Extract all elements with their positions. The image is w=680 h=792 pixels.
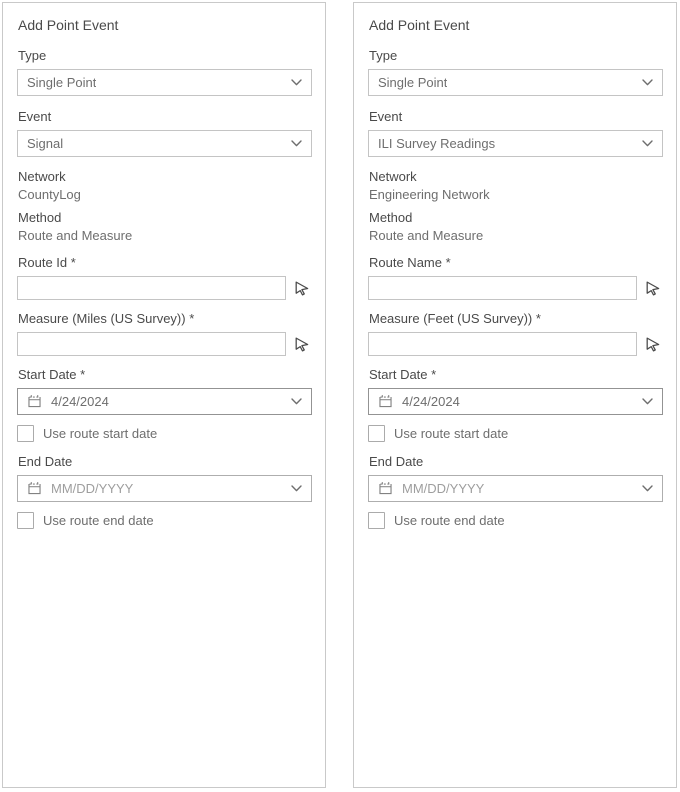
method-label: Method bbox=[18, 210, 62, 225]
use-route-start-date-label: Use route start date bbox=[394, 426, 509, 441]
end-date-picker[interactable] bbox=[368, 475, 663, 502]
network-value: Engineering Network bbox=[369, 187, 490, 202]
route-name-input[interactable] bbox=[368, 276, 637, 300]
add-point-event-panel-right bbox=[353, 2, 677, 788]
chevron-down-icon bbox=[291, 398, 302, 405]
use-route-start-date-row bbox=[17, 425, 312, 442]
pick-from-map-arrow-icon bbox=[293, 280, 310, 297]
type-select[interactable] bbox=[17, 69, 312, 96]
type-select[interactable] bbox=[368, 69, 663, 96]
route-name-row bbox=[368, 276, 663, 300]
pick-measure-from-map-button[interactable] bbox=[641, 332, 663, 356]
pick-from-map-arrow-icon bbox=[644, 280, 661, 297]
measure-row bbox=[17, 332, 312, 356]
chevron-down-icon bbox=[291, 79, 302, 86]
type-label: Type bbox=[18, 48, 47, 63]
add-point-event-panel-left bbox=[2, 2, 326, 788]
use-route-end-date-checkbox[interactable] bbox=[368, 512, 385, 529]
event-label: Event bbox=[369, 109, 403, 124]
use-route-end-date-label: Use route end date bbox=[43, 513, 154, 528]
event-select-value: ILI Survey Readings bbox=[378, 136, 496, 151]
event-select-value: Signal bbox=[27, 136, 64, 151]
calendar-icon bbox=[27, 394, 42, 409]
use-route-end-date-row bbox=[368, 512, 663, 529]
route-id-label: Route Id * bbox=[18, 255, 76, 270]
pick-from-map-arrow-icon bbox=[293, 336, 310, 353]
chevron-down-icon bbox=[291, 140, 302, 147]
start-date-picker[interactable] bbox=[368, 388, 663, 415]
pick-measure-from-map-button[interactable] bbox=[290, 332, 312, 356]
network-label: Network bbox=[18, 169, 66, 184]
measure-input[interactable] bbox=[368, 332, 637, 356]
measure-row bbox=[368, 332, 663, 356]
method-value: Route and Measure bbox=[18, 228, 133, 243]
chevron-down-icon bbox=[642, 140, 653, 147]
use-route-start-date-label: Use route start date bbox=[43, 426, 158, 441]
method-label: Method bbox=[369, 210, 413, 225]
use-route-end-date-checkbox[interactable] bbox=[17, 512, 34, 529]
start-date-label: Start Date * bbox=[18, 367, 86, 382]
end-date-placeholder: MM/DD/YYYY bbox=[51, 481, 134, 496]
pick-route-from-map-button[interactable] bbox=[641, 276, 663, 300]
use-route-end-date-label: Use route end date bbox=[394, 513, 505, 528]
chevron-down-icon bbox=[291, 485, 302, 492]
start-date-value: 4/24/2024 bbox=[51, 394, 109, 409]
event-select[interactable] bbox=[368, 130, 663, 157]
measure-label: Measure (Miles (US Survey)) * bbox=[18, 311, 195, 326]
end-date-placeholder: MM/DD/YYYY bbox=[402, 481, 485, 496]
pick-from-map-arrow-icon bbox=[644, 336, 661, 353]
end-date-label: End Date bbox=[369, 454, 424, 469]
route-id-row bbox=[17, 276, 312, 300]
end-date-picker[interactable] bbox=[17, 475, 312, 502]
calendar-icon bbox=[27, 481, 42, 496]
chevron-down-icon bbox=[642, 485, 653, 492]
page-title: Add Point Event bbox=[18, 17, 119, 33]
use-route-start-date-row bbox=[368, 425, 663, 442]
type-select-value: Single Point bbox=[378, 75, 448, 90]
start-date-picker[interactable] bbox=[17, 388, 312, 415]
calendar-icon bbox=[378, 481, 393, 496]
measure-input[interactable] bbox=[17, 332, 286, 356]
event-select[interactable] bbox=[17, 130, 312, 157]
chevron-down-icon bbox=[642, 79, 653, 86]
start-date-label: Start Date * bbox=[369, 367, 437, 382]
network-value: CountyLog bbox=[18, 187, 81, 202]
event-label: Event bbox=[18, 109, 52, 124]
use-route-end-date-row bbox=[17, 512, 312, 529]
page-title: Add Point Event bbox=[369, 17, 470, 33]
calendar-icon bbox=[378, 394, 393, 409]
type-label: Type bbox=[369, 48, 398, 63]
use-route-start-date-checkbox[interactable] bbox=[368, 425, 385, 442]
use-route-start-date-checkbox[interactable] bbox=[17, 425, 34, 442]
chevron-down-icon bbox=[642, 398, 653, 405]
route-id-input[interactable] bbox=[17, 276, 286, 300]
start-date-value: 4/24/2024 bbox=[402, 394, 460, 409]
network-label: Network bbox=[369, 169, 417, 184]
type-select-value: Single Point bbox=[27, 75, 97, 90]
method-value: Route and Measure bbox=[369, 228, 484, 243]
measure-label: Measure (Feet (US Survey)) * bbox=[369, 311, 541, 326]
end-date-label: End Date bbox=[18, 454, 73, 469]
pick-route-from-map-button[interactable] bbox=[290, 276, 312, 300]
route-name-label: Route Name * bbox=[369, 255, 451, 270]
